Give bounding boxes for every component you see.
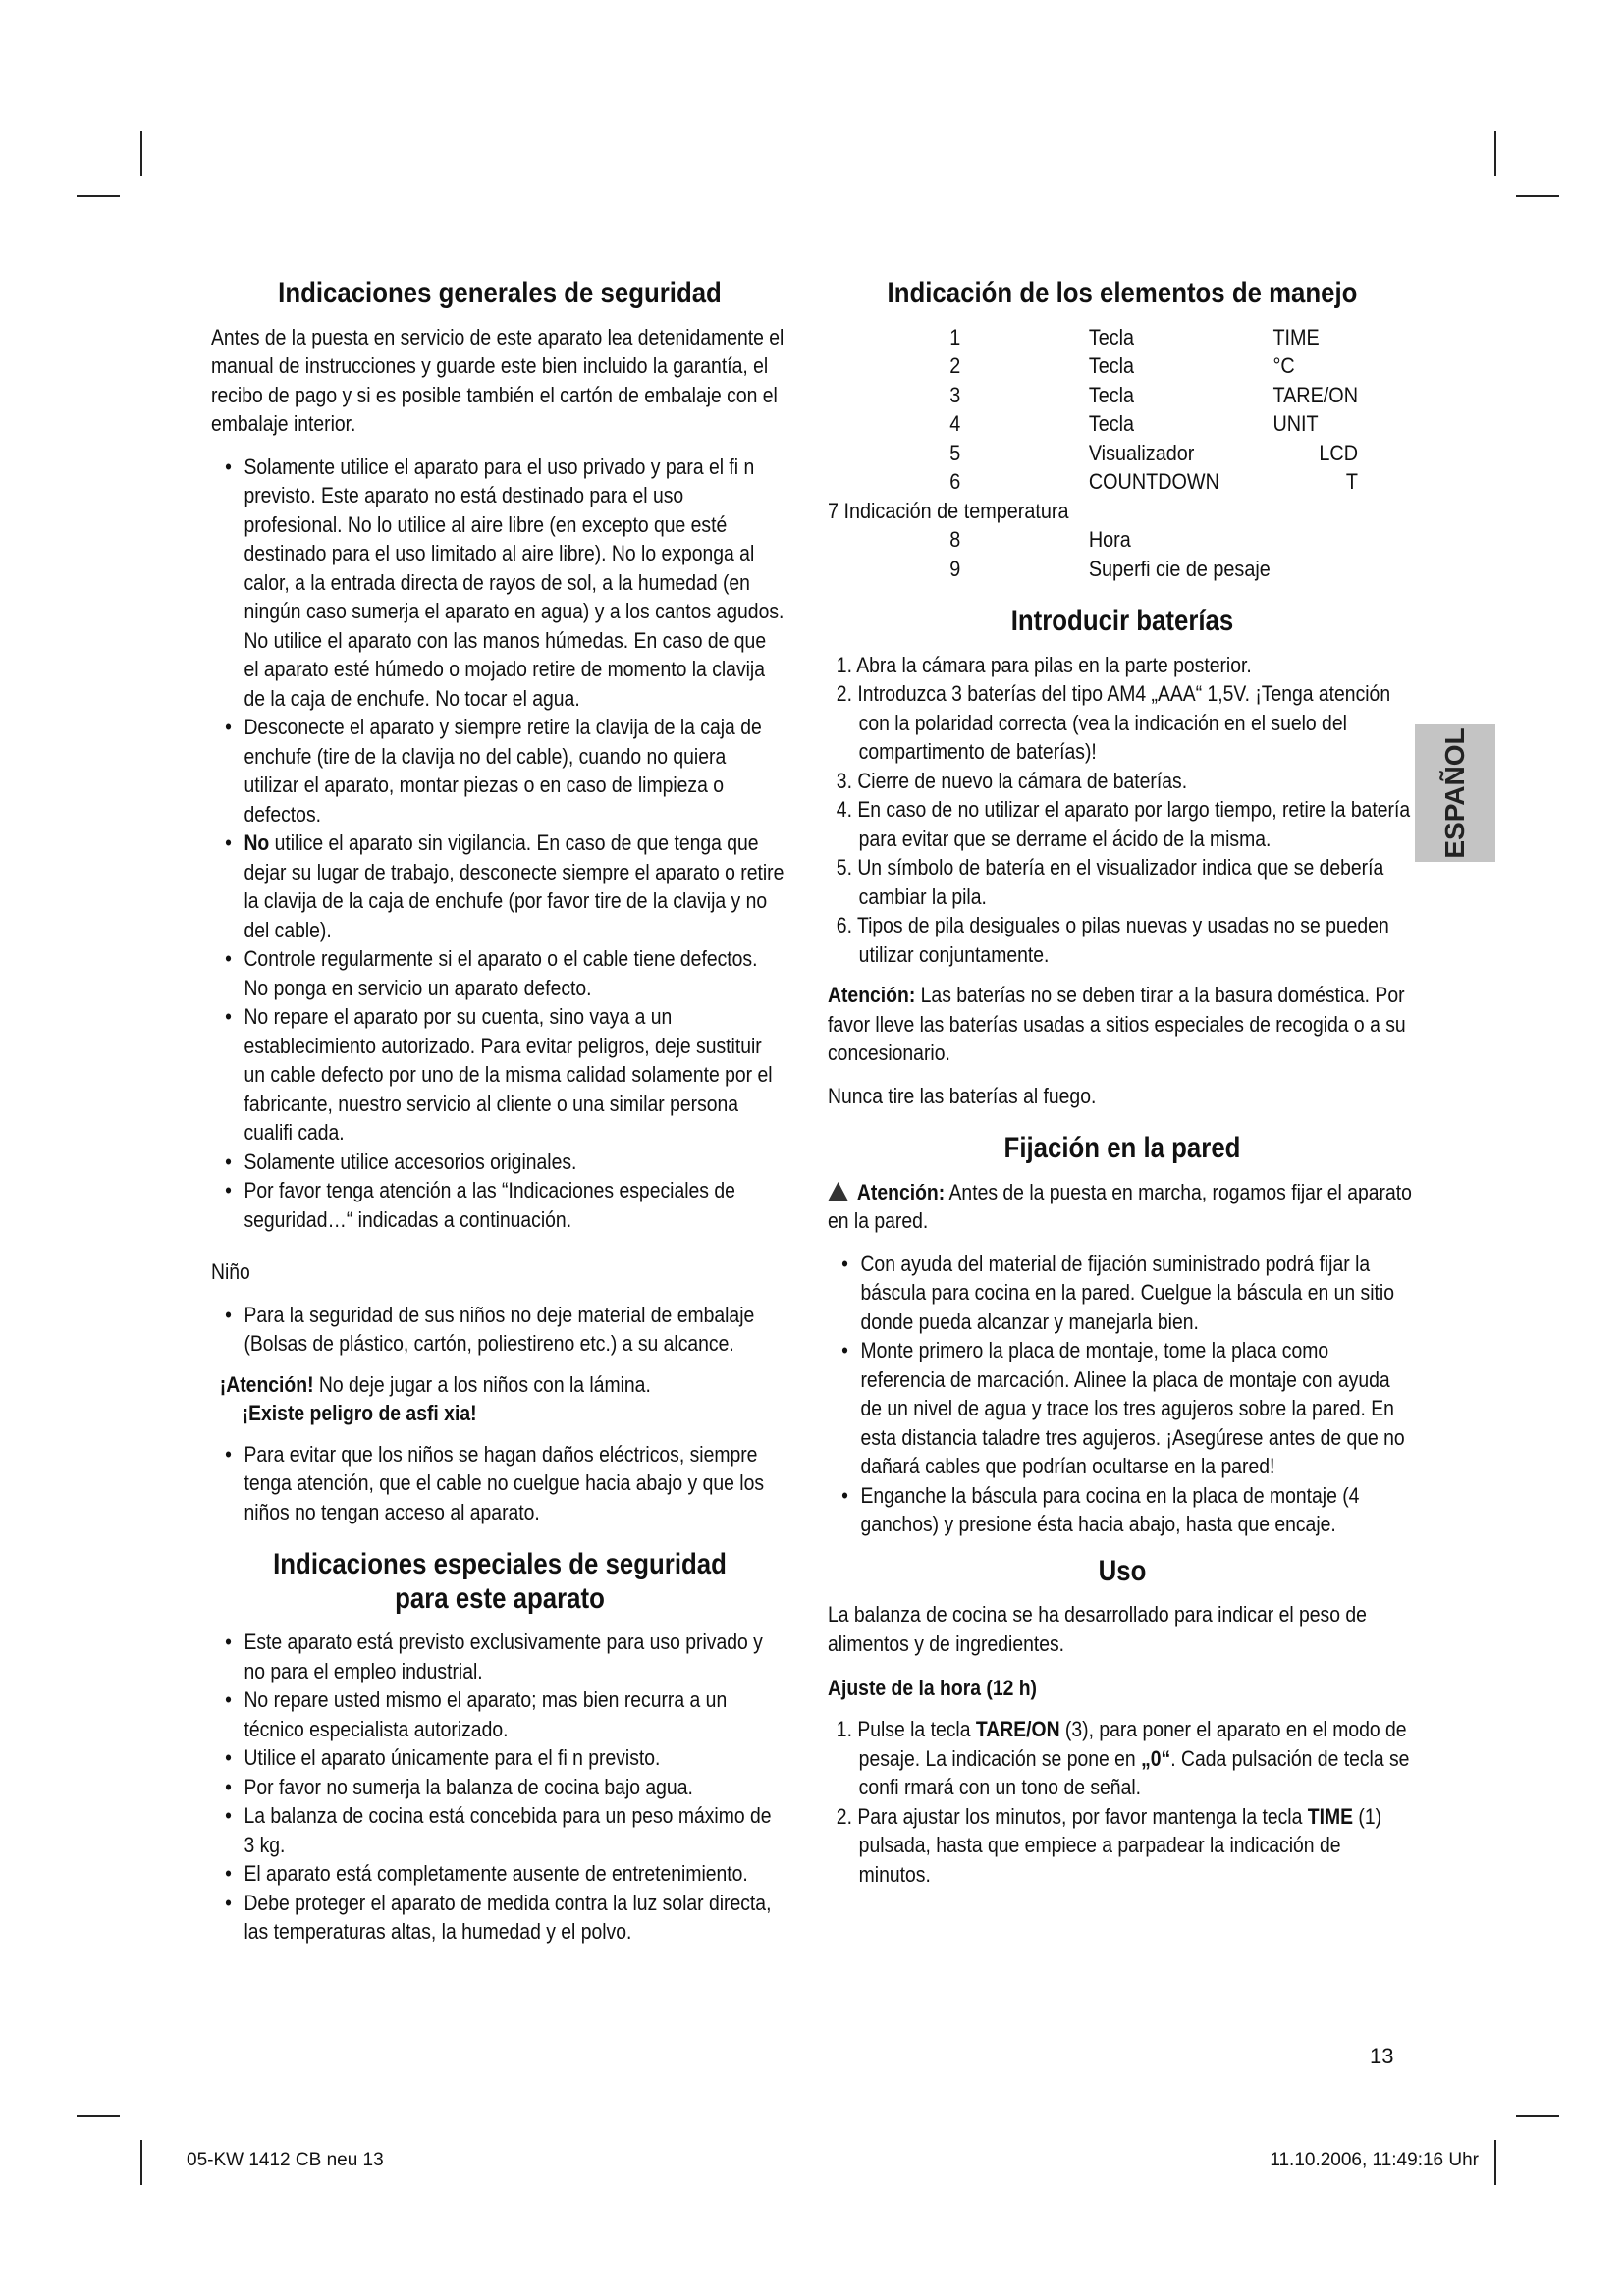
footer-right: 11.10.2006, 11:49:16 Uhr	[1270, 2150, 1479, 2170]
list-item: • Solamente utilice el aparato para el uso privado y para el fi n previsto. Este aparato no está destinado para el uso profesional. No lo utilice al aire libre (en excepto que esté destinado para el uso limitado al aire libre). No lo exponga al calor, a la entrada directa de rayos de sol, a la humedad (en ningún caso sumerja el aparato en agua) y a los cantos agudos. No utilice el aparato con las manos húmedas. En caso de que el aparato esté húmedo o mojado retire de momento la clavija de la caja de enchufe. No tocar el agua.	[211, 453, 785, 714]
control-key: °C	[1272, 353, 1295, 378]
section-title-wall-mount: Fijación en la pared	[1003, 1132, 1241, 1164]
crop-mark	[1494, 131, 1496, 176]
list-item: 6. Tipos de pila desiguales o pilas nuevas y usadas no se pueden utilizar conjuntamente.	[836, 913, 1389, 967]
list-item: 4. En caso de no utilizar el aparato por largo tiempo, retire la batería para evitar que se derrame el ácido de la misma.	[836, 797, 1411, 851]
controls-row	[828, 381, 1358, 410]
list-item: • Monte primero la placa de montaje, tome la placa como referencia de marcación. Alinee la placa de montaje con ayuda de un nivel de agua y trace los tres agujeros sobre la pared. En esta distancia taladre tres agujeros. ¡Asegúrese antes de que no dañará cables que podrían ocultarse en la pared!	[828, 1336, 1414, 1481]
nino-list-2	[211, 1440, 785, 1527]
controls-row	[828, 323, 1358, 352]
language-tab	[1415, 724, 1495, 862]
crop-mark	[77, 2115, 120, 2117]
control-type: COUNTDOWN	[1088, 469, 1219, 494]
list-item-text: utilice el aparato sin vigilancia. En caso de que tenga que dejar su lugar de trabajo, desconecte siempre el aparato o retire la clavija de la caja de enchufe (por favor tire de la clavija y no del cable).	[244, 830, 785, 942]
controls-row	[828, 467, 1358, 497]
step-text: 2. Para ajustar los minutos, por favor mantenga la tecla	[836, 1803, 1308, 1829]
control-key: UNIT	[1272, 411, 1319, 436]
attention-text: Las baterías no se deben tirar a la basura doméstica. Por favor lleve las baterías usadas a sitios especiales de recogida o a su concesionario.	[828, 983, 1406, 1065]
wall-attention	[828, 1178, 1414, 1236]
footer-left: 05-KW 1412 CB neu 13	[187, 2150, 384, 2170]
time-setting-body	[828, 1715, 1414, 1889]
atencion-text: No deje jugar a los niños con la lámina.	[318, 1371, 651, 1397]
section-title-controls: Indicación de los elementos de manejo	[887, 277, 1358, 309]
control-number: 5	[949, 440, 961, 465]
controls-row	[828, 555, 1358, 584]
controls-row	[828, 351, 1358, 381]
list-item: 1. Abra la cámara para pilas en la parte posterior.	[836, 652, 1252, 677]
control-type: Tecla	[1088, 324, 1135, 349]
list-item: • El aparato está completamente ausente de entretenimiento.	[211, 1859, 785, 1889]
list-item: 3. Cierre de nuevo la cámara de baterías.	[836, 768, 1188, 793]
section-title-batteries: Introducir baterías	[1010, 605, 1234, 637]
list-item: 2. Introduzca 3 baterías del tipo AM4 „AAA“ 1,5V. ¡Tenga atención con la polaridad correcta (vea la indicación en el suelo del compartimento de baterías)!	[836, 681, 1391, 764]
right-column	[828, 277, 1417, 1900]
section-title-general-safety: Indicaciones generales de seguridad	[278, 277, 722, 309]
control-number: 4	[949, 411, 961, 436]
section-title-special-safety: Indicaciones especiales de seguridad para este aparato	[273, 1548, 727, 1615]
attention-label: Atención:	[828, 983, 916, 1007]
warning-triangle-icon	[828, 1182, 848, 1201]
control-number: 7 Indicación de temperatura	[828, 498, 1069, 523]
controls-row	[828, 409, 1358, 439]
battery-steps	[828, 651, 1414, 970]
list-item: • Enganche la báscula para cocina en la placa de montaje (4 ganchos) y presione ésta hacia abajo, hasta que encaje.	[828, 1481, 1414, 1539]
crop-mark	[140, 2140, 142, 2185]
list-item	[828, 1802, 1414, 1890]
attention-text: Antes de la puesta en marcha, rogamos fijar el aparato en la pared.	[828, 1179, 1412, 1233]
bold-no: No	[244, 830, 270, 855]
battery-attention	[828, 981, 1414, 1068]
list-item: • Con ayuda del material de fijación suministrado podrá fijar la báscula para cocina en la pared. Cuelgue la báscula en un sitio donde pueda alcanzar y manejarla bien.	[828, 1250, 1414, 1337]
crop-mark	[140, 131, 142, 176]
step-text: (1) pulsada, hasta que empiece a parpadear la indicación de minutos.	[858, 1803, 1382, 1887]
list-item: • Por favor tenga atención a las “Indicaciones especiales de seguridad…“ indicadas a continuación.	[211, 1176, 785, 1234]
list-item: • Este aparato está previsto exclusivamente para uso privado y no para el empleo industrial.	[211, 1628, 785, 1685]
time-setting-steps	[828, 1715, 1414, 1889]
crop-mark	[1516, 195, 1559, 197]
wall-mount-list	[828, 1250, 1414, 1539]
suffocation-warning: ¡Existe peligro de asfi xia!	[242, 1401, 477, 1425]
step-text: (3), para poner el aparato en el modo de pesaje. La indicación se pone en	[858, 1717, 1407, 1771]
controls-table	[828, 323, 1358, 584]
list-item: 5. Un símbolo de batería en el visualizador indica que se debería cambiar la pila.	[836, 855, 1384, 909]
key-label: TIME	[1307, 1803, 1354, 1829]
control-number: 3	[949, 382, 961, 407]
control-number: 9	[949, 556, 961, 581]
list-item: • Desconecte el aparato y siempre retire la clavija de la caja de enchufe (tire de la clavija no del cable), cuando no quiera utilizar el aparato, montar piezas o en caso de limpieza o defectos.	[211, 713, 785, 828]
control-key	[1272, 525, 1358, 555]
language-tab-label: ESPAÑOL	[1439, 727, 1470, 859]
time-setting-heading: Ajuste de la hora (12 h)	[828, 1676, 1038, 1700]
list-item: • Utilice el aparato únicamente para el fi n previsto.	[211, 1743, 785, 1773]
step-text: 1. Pulse la tecla	[836, 1717, 976, 1741]
nino-list	[211, 1301, 785, 1359]
uso-body	[828, 1600, 1414, 1658]
special-safety-list	[211, 1628, 785, 1947]
step-text: . Cada pulsación de tecla se confi rmará con un tono de señal.	[858, 1745, 1410, 1799]
control-type: Tecla	[1088, 382, 1135, 407]
control-number: 6	[949, 469, 961, 494]
control-key: TIME	[1272, 324, 1320, 349]
control-type: Tecla	[1088, 353, 1135, 378]
list-item: • Para evitar que los niños se hagan daños eléctricos, siempre tenga atención, que el cable no cuelgue hacia abajo y que los niños no tengan acceso al aparato.	[211, 1440, 785, 1527]
left-column	[211, 277, 788, 1958]
safety-list	[211, 453, 785, 1235]
list-item	[828, 1715, 1414, 1802]
page-number: 13	[1370, 2044, 1394, 2068]
control-type: Hora	[1088, 527, 1131, 552]
list-item: • Solamente utilice accesorios originales.	[211, 1148, 785, 1177]
control-number: 1	[949, 324, 961, 349]
list-item: • Para la seguridad de sus niños no deje material de embalaje (Bolsas de plástico, cartón, poliestireno etc.) a su alcance.	[211, 1301, 785, 1359]
control-number: 2	[949, 353, 961, 378]
control-key: T	[1345, 469, 1358, 494]
control-type: Tecla	[1088, 411, 1135, 436]
intro-paragraph: Antes de la puesta en servicio de este aparato lea detenidamente el manual de instrucciones y guarde este bien incluido la garantía, el recibo de pago y si es posible también el cartón de embalaje con el embalaje interior.	[211, 324, 785, 436]
control-type: Visualizador	[1088, 440, 1195, 465]
crop-mark	[1494, 2140, 1496, 2185]
section-title-uso: Uso	[1098, 1554, 1147, 1587]
child-warning	[211, 1370, 785, 1428]
control-key: TARE/ON	[1272, 382, 1358, 407]
crop-mark	[77, 195, 120, 197]
atencion-label: ¡Atención!	[219, 1371, 314, 1397]
controls-row	[828, 439, 1358, 468]
list-item: • La balanza de cocina está concebida para un peso máximo de 3 kg.	[211, 1801, 785, 1859]
list-item: • No repare el aparato por su cuenta, sino vaya a un establecimiento autorizado. Para evitar peligros, deje sustituir un cable defecto por uno de la misma calidad solamente por el fabricante, nuestro servicio al cliente o una similar persona cualifi cada.	[211, 1002, 785, 1148]
list-item: • No repare usted mismo el aparato; mas bien recurra a un técnico especialista autorizado.	[211, 1685, 785, 1743]
list-item: • Debe proteger el aparato de medida contra la luz solar directa, las temperaturas altas, la humedad y el polvo.	[211, 1889, 785, 1947]
special-safety-body	[211, 1628, 785, 1947]
controls-row	[828, 525, 1358, 555]
crop-mark	[1516, 2115, 1559, 2117]
list-item	[211, 828, 785, 944]
display-value: „0“	[1141, 1745, 1171, 1771]
attention-label: Atención:	[856, 1179, 946, 1204]
nino-heading: Niño	[211, 1259, 250, 1284]
control-number: 8	[949, 527, 961, 552]
general-safety-body	[211, 323, 785, 1527]
battery-fire-note: Nunca tire las baterías al fuego.	[828, 1083, 1097, 1108]
control-key: LCD	[1319, 440, 1358, 465]
control-key	[1272, 555, 1358, 584]
controls-row	[828, 497, 1358, 526]
wall-mount-body	[828, 1178, 1414, 1539]
control-type: Superfi cie de pesaje	[1088, 556, 1271, 581]
list-item: • Por favor no sumerja la balanza de cocina bajo agua.	[211, 1773, 785, 1802]
uso-paragraph: La balanza de cocina se ha desarrollado para indicar el peso de alimentos y de ingredientes.	[828, 1602, 1367, 1656]
list-item: • Controle regularmente si el aparato o el cable tiene defectos. No ponga en servicio un aparato defecto.	[211, 944, 785, 1002]
batteries-body	[828, 651, 1414, 1111]
key-label: TARE/ON	[975, 1717, 1060, 1741]
